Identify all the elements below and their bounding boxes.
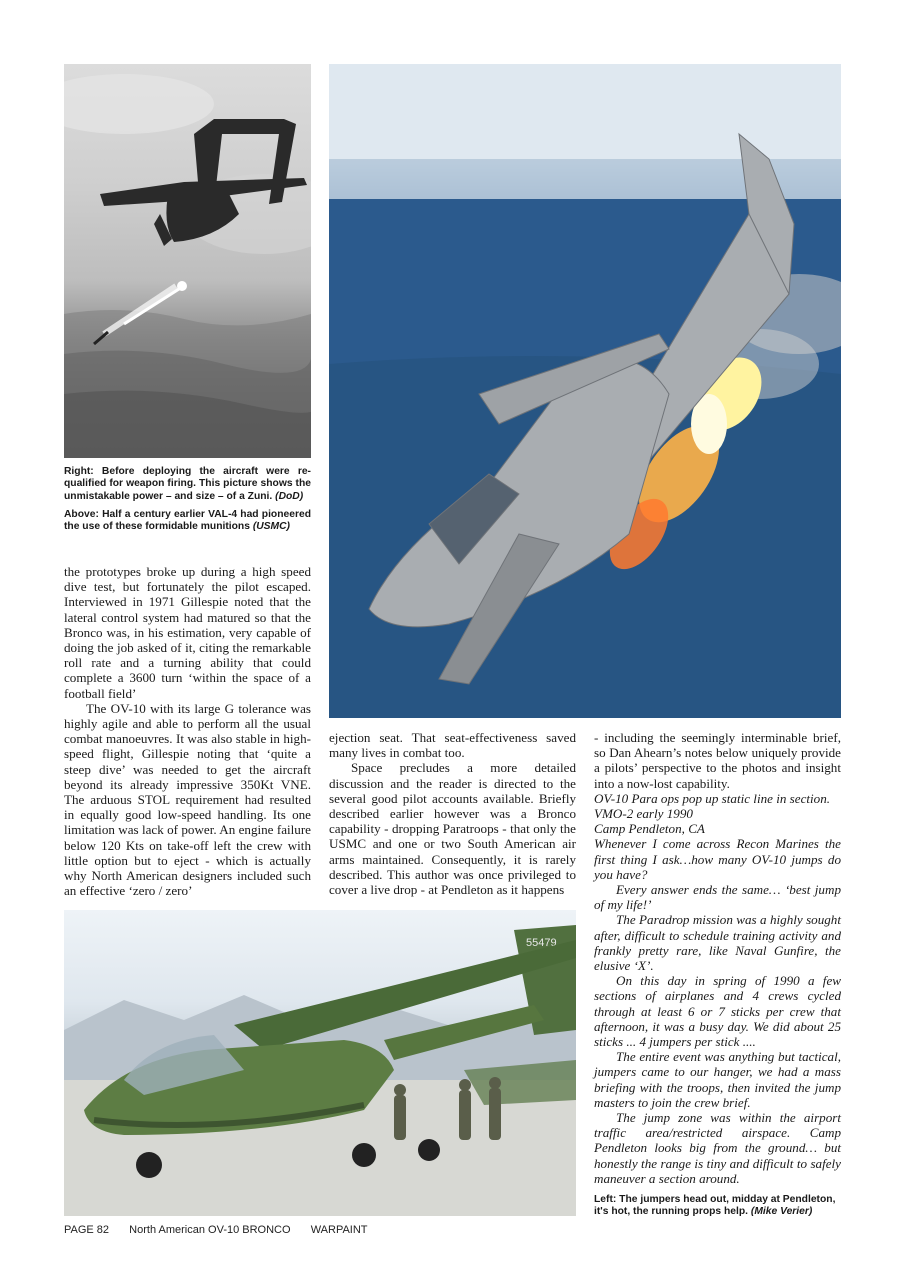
column3-line-2: VMO-2 early 1990 — [594, 806, 693, 822]
text-column-1 — [64, 564, 311, 898]
column3-paragraph-3: Every answer ends the same… ‘best jump of my life!’ — [594, 882, 841, 913]
column1-paragraph-2: The OV-10 with its large G tolerance was highly agile and able to perform all the usual combat manoeuvres. It was also stable in high-speed flight, Gillespie noting that ‘quite a steep dive’ was needed to get the aircraft beyond its already impressive 350Kt VNE. The arduous STOL requirement had resulted in equally good low-speed handling. Its one limitation was lack of power. An engine failure below 120 Kts on take-off left the crew with little option but to eject - which is actually why North American designers included such an effective ‘zero / zero’ — [64, 700, 311, 899]
column3-paragraph-1: - including the seemingly interminable brief, so Dan Ahearn’s notes below uniquely provide a pilots’ perspective to the photos and insight into a now-lost capability. — [594, 730, 841, 791]
column2-paragraph-2: Space precludes a more detailed discussion and the reader is directed to the several good pilot accounts available. Briefly described earlier however was a Bronco capability - dropping Paratroops - that only the USMC and one or two South American air arms maintained. Consequently, it is rarely described. This author was once privileged to cover a live drop - at Pendleton as it happens — [329, 760, 576, 898]
caption-right-text: Right: Before deploying the aircraft were re-qualified for weapon firing. This picture shows the unmistakable power – and size – of a Zuni. — [64, 466, 311, 502]
ground-scene-illustration — [64, 910, 576, 1216]
caption-left-credit: (Mike Verier) — [750, 1206, 813, 1218]
tail-number: 55479 — [526, 937, 557, 949]
photo-ov10-rocket-launch — [329, 64, 841, 718]
rocket-launch-illustration — [329, 64, 841, 718]
column3-line-3: Camp Pendleton, CA — [594, 821, 705, 837]
footer-series: WARPAINT — [310, 1224, 368, 1236]
column3-paragraph-6: The entire event was anything but tactical, jumpers came to our hanger, we had a mass briefing with the troops, then invited the jump masters to join the crew brief. — [594, 1049, 841, 1110]
caption-left-text: Left: The jumpers head out, midday at Pendleton, it's hot, the running props help. — [594, 1194, 836, 1218]
caption-right-photo — [64, 466, 311, 503]
footer-page-number: PAGE 82 — [64, 1224, 110, 1236]
column2-paragraph-1: ejection seat. That seat-effectiveness saved many lives in combat too. — [329, 730, 576, 761]
caption-block — [64, 466, 311, 533]
column3-paragraph-4: The Paradrop mission was a highly sought after, difficult to schedule training activity and frankly pretty rare, like Naval Gunfire, the elusive ‘X’. — [594, 912, 841, 974]
text-column-2 — [329, 730, 576, 897]
photo-zuni-firing — [64, 64, 311, 458]
photo-ov10-ground — [64, 910, 576, 1216]
caption-above-credit: (USMC) — [252, 521, 290, 533]
column3-paragraph-5: On this day in spring of 1990 a few sections of airplanes and 4 crews cycled through at least 6 or 7 sticks per crew that afternoon, it was a busy day. We did about 25 sticks ... 4 jumpers per stick .... — [594, 973, 841, 1050]
column3-paragraph-2: Whenever I come across Recon Marines the first thing I ask…how many OV-10 jumps do you have? — [594, 836, 841, 882]
footer-title: North American OV-10 BRONCO — [129, 1224, 291, 1236]
caption-above-photo — [64, 509, 311, 534]
caption-left-photo — [594, 1194, 841, 1219]
text-column-3 — [594, 730, 841, 1219]
caption-above-text: Above: Half a century earlier VAL-4 had pioneered the use of these formidable munitions — [64, 508, 311, 533]
column1-paragraph-1: the prototypes broke up during a high speed dive test, but fortunately the pilot escaped. Interviewed in 1971 Gillespie noted that the lateral control system had matured so that the Bronco was, in his estimation, very capable of doing the job asked of it, citing the remarkable roll rate and a turning ability that could complete a 3600 turn ‘within the space of a football field’ — [64, 564, 311, 701]
column3-paragraph-7: The jump zone was within the airport traffic area/restricted airspace. Camp Pendleton looks big from the ground… but honestly the range is tiny and difficult to safely maneuver a section around. — [594, 1110, 841, 1186]
zuni-firing-illustration — [64, 64, 311, 458]
caption-right-credit: (DoD) — [275, 490, 304, 502]
page-footer — [64, 1224, 368, 1236]
column3-line-1: OV-10 Para ops pop up static line in section. — [594, 790, 831, 806]
